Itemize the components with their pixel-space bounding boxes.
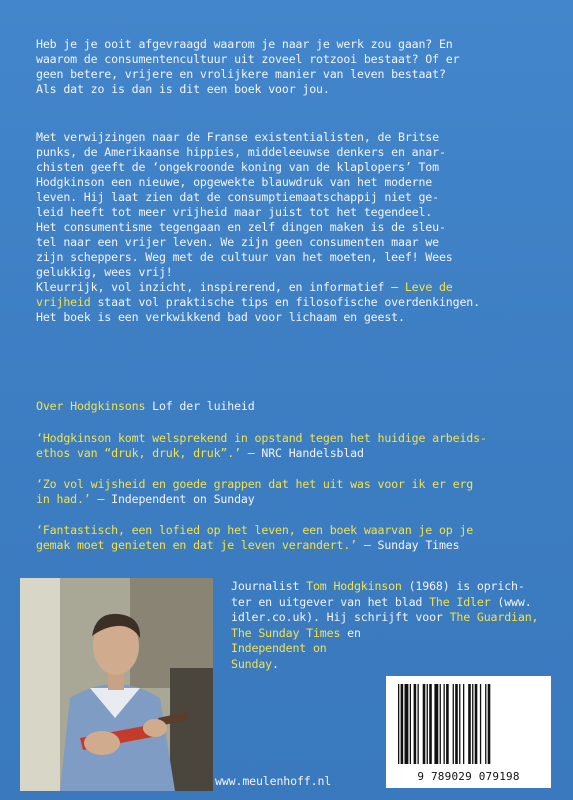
barcode-bar bbox=[405, 684, 409, 764]
barcode-bar bbox=[480, 684, 481, 764]
body-line bbox=[36, 295, 541, 310]
barcode-bar bbox=[414, 684, 417, 764]
barcode-bar bbox=[485, 684, 486, 764]
description-text bbox=[36, 130, 541, 325]
bio-text: (1968) is oprich- bbox=[401, 579, 525, 593]
bio-text: ter en uitgever van het blad bbox=[231, 594, 430, 609]
publication-name: Sunday bbox=[231, 656, 272, 671]
quote-source: – Sunday Times bbox=[357, 538, 460, 552]
intro-line: Als dat zo is dan is dit een boek voor jou. bbox=[36, 82, 330, 96]
author-photo bbox=[20, 578, 213, 791]
reviews-heading bbox=[36, 399, 541, 414]
book-title: Leve de bbox=[404, 280, 453, 294]
barcode-bar bbox=[398, 684, 399, 764]
body-line: Hodgkinson een nieuwe, opgewekte blauwdruk van het moderne bbox=[36, 175, 433, 189]
publication-name: The Guardian, bbox=[449, 610, 539, 624]
barcode-bar bbox=[446, 684, 449, 764]
barcode-bar bbox=[423, 684, 426, 764]
barcode-bar bbox=[410, 684, 411, 764]
isbn-number: 9 789029 079198 bbox=[417, 770, 520, 783]
body-line: chisten geeft de ‘ongekroonde koning van de klaplopers’ Tom bbox=[36, 160, 439, 174]
body-line: leid heeft tot meer vrijheid maar juist tot het tegendeel. bbox=[36, 205, 433, 219]
body-line: gelukkig, wees vrij! bbox=[36, 265, 173, 279]
barcode-bar bbox=[444, 684, 445, 764]
intro-line: Heb je je ooit afgevraagd waarom je naar je werk zou gaan? En bbox=[36, 37, 453, 51]
publication-name: Independent on bbox=[231, 641, 327, 655]
quote-line: gemak moet genieten en dat je leven verandert.’ bbox=[36, 538, 358, 552]
body-text: staat vol praktische tips en filosofische overdenkingen. bbox=[90, 295, 480, 309]
barcode-bars bbox=[398, 684, 540, 764]
bio-text: en bbox=[340, 625, 361, 640]
quote-source: – Independent on Sunday bbox=[90, 492, 255, 506]
barcode-bar bbox=[440, 684, 441, 764]
intro-line: waarom de consumentencultuur uit zoveel rotzooi bestaat? Of er bbox=[36, 52, 460, 66]
quote-source: – NRC Handelsblad bbox=[240, 446, 364, 460]
bio-text: . bbox=[271, 656, 279, 671]
quote-line: ‘Fantastisch, een lofied op het leven, een boek waarvan je op je bbox=[36, 523, 474, 537]
publication-name: The Sunday Times bbox=[231, 625, 341, 640]
barcode-bar bbox=[488, 684, 491, 764]
isbn-barcode bbox=[386, 676, 551, 788]
body-line bbox=[36, 280, 541, 295]
barcode-bar bbox=[427, 684, 428, 764]
barcode-bar bbox=[401, 684, 404, 764]
review-quote bbox=[36, 523, 546, 553]
magazine-name: The Idler bbox=[429, 594, 491, 609]
body-text: Kleurrijk, vol inzicht, inspirerend, en informatief – bbox=[36, 280, 405, 294]
author-bio bbox=[231, 579, 538, 672]
barcode-bar bbox=[455, 684, 458, 764]
barcode-bar bbox=[453, 684, 454, 764]
quote-line: in had.’ bbox=[36, 492, 91, 506]
body-line: tel naar een vrijer leven. We zijn geen consumenten maar we bbox=[36, 235, 439, 249]
book-title: vrijheid bbox=[36, 295, 91, 309]
body-line: Het consumentisme tegengaan en zelf dingen maken is de sleu- bbox=[36, 220, 446, 234]
reviews-heading-highlight: Over Hodgkinsons bbox=[36, 399, 146, 413]
quote-line: ‘Zo vol wijsheid en goede grappen dat het uit was voor ik er erg bbox=[36, 477, 474, 491]
body-line: leven. Hij laat zien dat de consumptiemaatschappij niet ge- bbox=[36, 190, 439, 204]
barcode-bar bbox=[459, 684, 460, 764]
review-quote bbox=[36, 477, 546, 507]
barcode-bar bbox=[463, 684, 464, 764]
barcode-bar bbox=[475, 684, 478, 764]
bio-text: (www. bbox=[490, 594, 532, 609]
barcode-bar bbox=[472, 684, 473, 764]
bio-text: Journalist bbox=[231, 579, 307, 593]
intro-text bbox=[36, 37, 541, 97]
review-quote bbox=[36, 431, 546, 461]
barcode-bar bbox=[434, 684, 438, 764]
barcode-bar bbox=[468, 684, 471, 764]
body-line: zijn scheppers. Weg met de cultuur van het moeten, leef! Wees bbox=[36, 250, 453, 264]
publisher-website: www.meulenhoff.nl bbox=[215, 774, 332, 788]
author-photo-illustration bbox=[20, 578, 213, 791]
author-name: Tom Hodgkinson bbox=[306, 579, 402, 593]
bio-text: idler.co.uk). Hij schrijft voor bbox=[231, 610, 450, 624]
quote-line: ‘Hodgkinson komt welsprekend in opstand tegen het huidige arbeids- bbox=[36, 431, 487, 445]
body-line: Met verwijzingen naar de Franse existentialisten, de Britse bbox=[36, 130, 439, 144]
quote-line: ethos van “druk, druk, druk”.’ bbox=[36, 446, 241, 460]
barcode-bar bbox=[429, 684, 432, 764]
body-line: punks, de Amerikaanse hippies, middeleeuwse denkers en anar- bbox=[36, 145, 446, 159]
reviews-heading-rest: Lof der luiheid bbox=[145, 399, 255, 413]
intro-line: geen betere, vrijere en vrolijkere manier van leven bestaat? bbox=[36, 67, 446, 81]
body-line: Het boek is een verkwikkend bad voor lichaam en geest. bbox=[36, 310, 405, 324]
barcode-bar bbox=[418, 684, 419, 764]
